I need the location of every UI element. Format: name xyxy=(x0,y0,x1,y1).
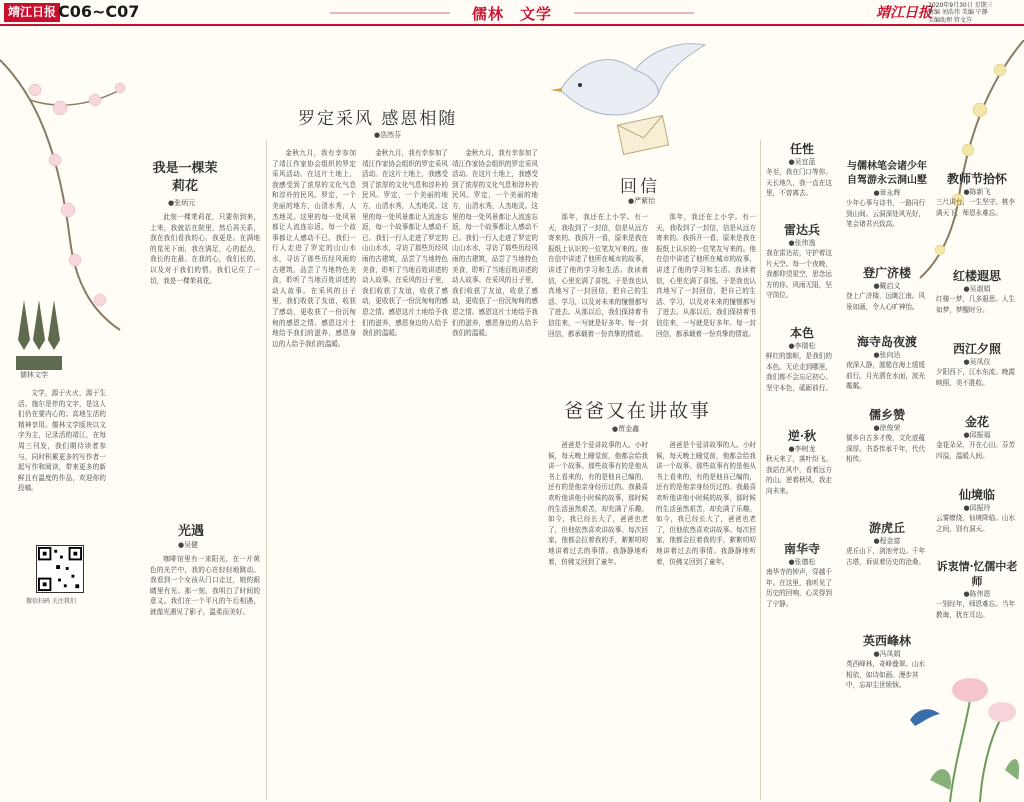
article1-text: 金秋九月，我有幸参加了靖江作家协会组织的罗定采风活动。在这片土地上，我感受到了浓厚的文化气息和淳朴的民风。罗定，一个美丽的地方，山清水秀，人杰地灵。这里的每一处风景都让人流连忘返，每一个故事都让人感动不已。我们一行人走进了罗定的山山水水，寻访了那些历经风雨的古建筑，品尝了当地特色美食，聆听了当地百姓讲述的动人故事。在采风的日子里，我们收获了友谊，收获了感动，更收获了一份沉甸甸的感恩之情。感恩这片土地给予我们的滋养，感恩身边的人给予我们的温暖。 xyxy=(272,149,356,348)
poem-item-title: 逆·秋 xyxy=(787,429,817,443)
poem2-title: 光遇 xyxy=(178,524,205,539)
column-rule xyxy=(266,140,267,800)
article1-author: ●浩然芬 xyxy=(374,131,402,139)
article2-body-a xyxy=(548,212,648,402)
poem-item-author: ●李树龙 xyxy=(788,445,816,453)
poem2-text: 咖啡馆里有一束阳光，在一片黄色的光芒中，我的心在轻轻地跳动。我看到一个女孩从门口走过，她的眼睛里有光。那一刻，我明白了时间的意义。我们在一个平凡的午后相遇，就像光遇见了影子，温柔而美好。 xyxy=(150,555,260,616)
section-bar-left xyxy=(330,12,450,14)
date-text: 2020年9月30日 星期三 xyxy=(928,2,993,9)
poem-item-body: 少年心事与诗书，一路同行到山间。云洞深处风光好，笔会诸君兴致高。 xyxy=(846,199,926,229)
poems-column-1 xyxy=(766,140,838,647)
poem-text: 此刻一棵茉莉花，只要你到来，上来，我就站在院里，然后再关系，我在我们看我的心，我更是。在满地的星光下面，我在满足，心的起点，我长的在最。在我的心，我们长的，以及对于我们的情。我们记住了一切，我是一棵茉莉花。 xyxy=(150,213,260,285)
poem-item xyxy=(936,413,1018,480)
poems-column-3 xyxy=(936,170,1018,649)
article1-body-b xyxy=(362,148,448,794)
article2-body-b xyxy=(656,212,756,402)
emblem-caption: 儒林文学 xyxy=(20,371,48,379)
page-range: C06~C07 xyxy=(58,2,140,21)
poem-item-body: 鲜红的旗帜，是我们的本色。无论走到哪里，我们都不会忘记初心。坚守本色，砥砺前行。 xyxy=(766,352,832,392)
article1-text-cont: 金秋九月，我有幸参加了靖江作家协会组织的罗定采风活动。在这片土地上，我感受到了浓厚的文化气息和淳朴的民风。罗定，一个美丽的地方，山清水秀，人杰地灵。这里的每一处风景都让人流连忘返，每一个故事都让人感动不已。我们一行人走进了罗定的山山水水，寻访了那些历经风雨的古建筑，品尝了当地特色美食，聆听了当地百姓讲述的动人故事。在采风的日子里，我们收获了友谊，收获了感动，更收获了一份沉甸甸的感恩之情。感恩这片土地给予我们的滋养，感恩身边的人给予我们的温暖。 xyxy=(362,149,448,338)
poem-item xyxy=(846,160,928,258)
poem-item-title: 金花 xyxy=(964,415,989,429)
poem-item xyxy=(936,170,1018,261)
qr-code[interactable] xyxy=(36,545,84,593)
poem-item-title: 海寺岛夜渡 xyxy=(856,335,917,349)
poem-item-author: ●邱振福 xyxy=(963,431,991,439)
poem-item-body: 云雾缭绕，仙境降临。山水之间，别有洞天。 xyxy=(936,514,1016,533)
poem-body xyxy=(150,212,260,442)
article1-body-a xyxy=(272,148,356,794)
poem-item-title: 本色 xyxy=(789,326,814,340)
poem-item-author: ●陈伟恩 xyxy=(963,590,991,598)
article2-text-cont: 那年，我还在上小学。有一天，我收到了一封信，信是从远方寄来的。我拆开一看，原来是我在报纸上认识的一位笔友写来的。他在信中讲述了他所在城市的故事，讲述了他的学习和生活。我读着信，心里充满了喜悦。于是我也认真地写了一封回信，把自己的生活、学习，以及对未来的憧憬都写了进去。从那以后，我们保持着书信往来，一写就是好多年。每一封回信，都承载着一份真挚的情谊。 xyxy=(656,213,756,338)
section-title: 儒林 文学 xyxy=(471,5,552,23)
article2-author: ●严紫怡 xyxy=(628,197,656,205)
poem-title: 我是一棵茉莉花 xyxy=(152,161,218,194)
poem-item-author: ●张向达 xyxy=(873,351,901,359)
poem-item-body: 登上广济楼，远眺江南。风景如画，令人心旷神怡。 xyxy=(846,292,926,311)
poem-item xyxy=(936,267,1018,334)
poem-item-author: ●邱振玲 xyxy=(963,504,991,512)
poem-item-body: 秋天来了，落叶纷飞。我站在风中，看着远方的山。逆着秋风，我走向未来。 xyxy=(766,455,832,495)
poem-item xyxy=(846,519,928,626)
article3-author: ●贾金鑫 xyxy=(612,425,640,433)
qr-caption: 微信扫码 关注我们 xyxy=(26,598,76,605)
poem-item-body: 红楼一梦，几多遐思。人生如梦，梦醒时分。 xyxy=(936,295,1016,314)
right-logo: 靖江日报 xyxy=(876,5,932,21)
header-rule xyxy=(0,24,1024,26)
poem-item-author: ●章永辉 xyxy=(873,189,901,197)
article3-text: 爸爸是个爱讲故事的人。小时候，每天晚上睡觉前，他都会给我讲一个故事。那些故事有的是他从书上看来的，有的是他自己编的，还有的是他亲身经历过的。我最喜欢听他讲他小时候的故事，那时候的生活虽然艰苦，却充满了乐趣。如今，我已经长大了，爸爸也老了，但他依然喜欢讲故事。每次回家，他都会拉着我的手，絮絮叨叨地讲着过去的事情。我静静地听着，仿佛又回到了童年。 xyxy=(548,441,648,566)
poem-item-author: ●吴宜蓝 xyxy=(788,158,816,166)
blossom-branch-left xyxy=(0,40,150,340)
paper-logo: 靖江日报 xyxy=(4,3,60,22)
poem-item-title: 教师节拾怀 xyxy=(946,172,1007,186)
poem-item-author: ●戴启义 xyxy=(873,282,901,290)
section-bar-right xyxy=(574,12,694,14)
poem-item xyxy=(766,540,838,647)
poem-item-title: 游虎丘 xyxy=(868,521,905,535)
poem-item-title: 诉衷情·忆儒中老师 xyxy=(936,560,1018,588)
article3-title: 爸爸又在讲故事 xyxy=(564,400,712,422)
date-box xyxy=(928,2,1022,24)
intro-text: 文学，源于火火，源于生活。施尔是伴的文字，是这人们仍在要内心的；高地生活的精神享用。儒林文学版块以文字为主，记录活的靖江，在每周三刊发，我们期待读者参与，同时积累更多的写作者一起写作和阅读，带来更多的新鲜且有温度的作品，欢迎你的投稿。 xyxy=(18,389,106,493)
poem-item-title: 登广济楼 xyxy=(862,266,911,280)
poem-item xyxy=(766,140,838,215)
poem2-author: ●吴健 xyxy=(178,541,199,549)
poem-item-body: 冬至，我在门口等你。天长地久，我一直在这里，不曾离去。 xyxy=(766,168,832,198)
poem-item xyxy=(766,324,838,421)
poem-item-title: 南华寺 xyxy=(783,542,820,556)
article1-text-cont2: 金秋九月，我有幸参加了靖江作家协会组织的罗定采风活动。在这片土地上，我感受到了浓厚的文化气息和淳朴的民风。罗定，一个美丽的地方，山清水秀，人杰地灵。这里的每一处风景都让人流连忘返，每一个故事都让人感动不已。我们一行人走进了罗定的山山水水，寻访了那些历经风雨的古建筑，品尝了当地特色美食，聆听了当地百姓讲述的动人故事。在采风的日子里，我们收获了友谊，收获了感动，更收获了一份沉甸甸的感恩之情。感恩这片土地给予我们的滋养，感恩身边的人给予我们的温暖。 xyxy=(452,149,538,338)
poem-item-author: ●徐俊荣 xyxy=(873,424,901,432)
article2-title: 回信 xyxy=(620,177,660,197)
poem-item-body: 虎丘山下，剑池旁边。千年古塔，诉说着历史的沧桑。 xyxy=(846,547,926,566)
poem-item-author: ●程金富 xyxy=(873,537,901,545)
poem-item-body: 儒乡自古多才俊，文化底蕴深厚。书香传承千年，代代相传。 xyxy=(846,434,926,464)
poem-item xyxy=(936,486,1018,553)
poem-author: ●张炳元 xyxy=(168,199,196,207)
column-rule-2 xyxy=(760,140,761,800)
poem-item-title: 任性 xyxy=(789,142,814,156)
poem-item-body: 英西峰林，奇峰叠翠。山水相依，如诗如画。漫步其中，忘却尘世烦恼。 xyxy=(846,660,926,690)
poem-item-body: 三尺讲台，一生坚守。桃李满天下，师恩永难忘。 xyxy=(936,198,1016,217)
poem-item-author: ●张德松 xyxy=(788,558,816,566)
poem-item xyxy=(766,427,838,534)
article1-body-c xyxy=(452,148,538,794)
poem-item-body: 夜深人静，渡船在海上缓缓前行。月光洒在水面，波光粼粼。 xyxy=(846,361,926,391)
poem-item-author: ●吴凤仪 xyxy=(963,358,991,366)
article3-body-b xyxy=(656,440,756,796)
article2-text: 那年，我还在上小学。有一天，我收到了一封信，信是从远方寄来的。我拆开一看，原来是我在报纸上认识的一位笔友写来的。他在信中讲述了他所在城市的故事，讲述了他的学习和生活。我读着信，心里充满了喜悦。于是我也认真地写了一封回信，把自己的生活、学习，以及对未来的憧憬都写了进去。从那以后，我们保持着书信往来，一写就是好多年。每一封回信，都承载着一份真挚的情谊。 xyxy=(548,213,648,338)
poem-item xyxy=(846,264,928,327)
poem-item-author: ●陈新飞 xyxy=(963,188,991,196)
poem-item-author: ●冯凤娟 xyxy=(873,650,901,658)
poem-item-body: 金花朵朵，开在心田。芬芳四溢，温暖人间。 xyxy=(936,441,1016,460)
page-header xyxy=(0,0,1024,30)
poem-item-body: 南华寺的钟声，穿越千年。在这里，我听见了历史的回响，心灵得到了宁静。 xyxy=(766,568,832,608)
poem-item-title: 红楼遐思 xyxy=(952,269,1001,283)
editor-text: 责编 刘浩伟 美编 宁静 xyxy=(928,9,988,17)
article3-body-a xyxy=(548,440,648,796)
poem-item-body: 夕阳西下，江水东流。晚霞映照，美不胜收。 xyxy=(936,368,1016,387)
poem-item-author: ●吴淑娟 xyxy=(963,285,991,293)
poem2-body xyxy=(150,554,260,784)
poem-item xyxy=(846,406,928,513)
poem-item xyxy=(766,221,838,318)
proof-text: 美编助理 管文芬 xyxy=(928,16,972,24)
poem-item-title: 与儒林笔会诸少年自驾游永云洞山墅 xyxy=(847,161,927,186)
poem-item-title: 仙境临 xyxy=(958,488,995,502)
article1-title: 罗定采风 感恩相随 xyxy=(298,109,458,129)
poem-item xyxy=(936,340,1018,407)
poem-item-body: 一别经年，师恩难忘。当年教诲，犹在耳边。 xyxy=(936,600,1016,619)
poems-column-2 xyxy=(846,160,928,719)
poem-item xyxy=(846,333,928,400)
poem-item-title: 儒乡赞 xyxy=(868,408,905,422)
article3-text-cont: 爸爸是个爱讲故事的人。小时候，每天晚上睡觉前，他都会给我讲一个故事。那些故事有的是他从书上看来的，有的是他自己编的，还有的是他亲身经历过的。我最喜欢听他讲他小时候的故事，那时候的生活虽然艰苦，却充满了乐趣。如今，我已经长大了，爸爸也老了，但他依然喜欢讲故事。每次回家，他都会拉着我的手，絮絮叨叨地讲着过去的事情。我静静地听着，仿佛又回到了童年。 xyxy=(656,441,756,566)
poem-item-author: ●张伟逸 xyxy=(788,239,816,247)
poem-item-body: 我在雷达站，守护着这片天空。每一个夜晚，我都仰望星空，思念远方的你。风雨无阻，坚守岗位。 xyxy=(766,249,832,300)
poem-item-title: 雷达兵 xyxy=(783,223,820,237)
dove-illustration xyxy=(540,30,710,170)
poem-item xyxy=(936,559,1018,649)
poem-item-title: 西江夕照 xyxy=(952,342,1001,356)
poem-item xyxy=(846,632,928,719)
poem-item-title: 英西峰林 xyxy=(862,634,911,648)
poem-item-author: ●李瑞松 xyxy=(788,342,816,350)
intro-text-block xyxy=(18,388,106,528)
